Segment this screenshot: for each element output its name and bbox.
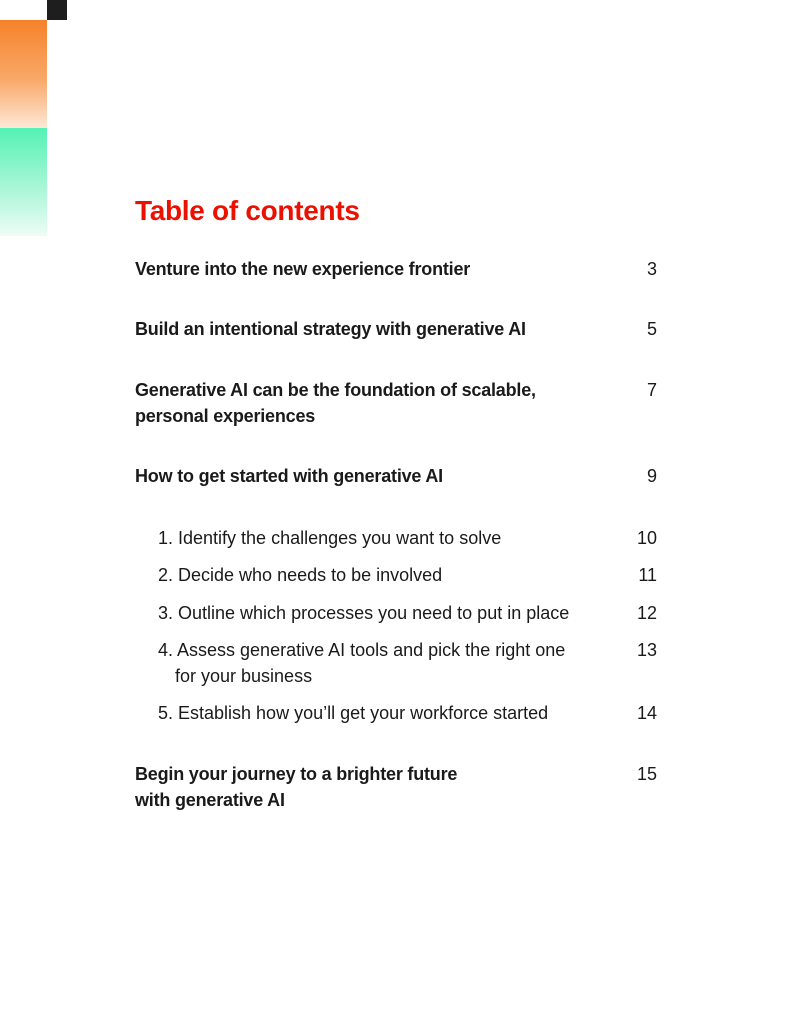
toc-subentry-page-number: 14	[636, 703, 657, 723]
toc-entry[interactable]	[135, 377, 657, 429]
page-title: Table of contents	[135, 195, 360, 226]
toc-entry[interactable]	[135, 463, 657, 489]
decorative-black-square	[47, 0, 67, 20]
toc-subentry-label: 1. Identify the challenges you want to solve	[158, 528, 502, 548]
toc-subentry-label: 5. Establish how you’ll get your workforce started	[158, 703, 549, 723]
toc-subentry-page-number: 10	[636, 528, 657, 548]
toc-subentry-page-number: 12	[636, 603, 657, 623]
toc-subentry-label: 4. Assess generative AI tools and pick the right one for your business	[158, 640, 566, 686]
toc-entry-label: How to get started with generative AI	[135, 466, 443, 486]
toc-entry-label: Build an intentional strategy with generative AI	[135, 319, 526, 339]
toc-entry-page-number: 9	[646, 466, 657, 486]
toc-entry-label: Generative AI can be the foundation of scalable, personal experiences	[135, 380, 536, 426]
decorative-orange-gradient-bar	[0, 20, 47, 128]
toc-entry-label: Venture into the new experience frontier	[135, 259, 471, 279]
toc-entry-page-number: 5	[646, 319, 657, 339]
toc-subentry[interactable]	[158, 700, 657, 726]
toc-entry-label: Begin your journey to a brighter future with generative AI	[135, 764, 458, 810]
toc-entry-page-number: 15	[636, 764, 657, 784]
toc-subentry-page-number: 13	[636, 640, 657, 660]
toc-entry-page-number: 7	[646, 380, 657, 400]
toc-entry[interactable]	[135, 316, 657, 342]
toc-subentry[interactable]	[158, 600, 657, 626]
toc-subentry[interactable]	[158, 525, 657, 551]
toc-subentry[interactable]	[158, 562, 657, 588]
toc-subentry[interactable]	[158, 637, 657, 689]
toc-subentry-page-number: 11	[638, 565, 657, 585]
decorative-green-gradient-bar	[0, 128, 47, 236]
toc-entry[interactable]	[135, 256, 657, 282]
toc-entry[interactable]	[135, 761, 657, 813]
toc-subentry-label: 3. Outline which processes you need to put in place	[158, 603, 570, 623]
toc-entry-page-number: 3	[646, 259, 657, 279]
toc-subentry-label: 2. Decide who needs to be involved	[158, 565, 443, 585]
